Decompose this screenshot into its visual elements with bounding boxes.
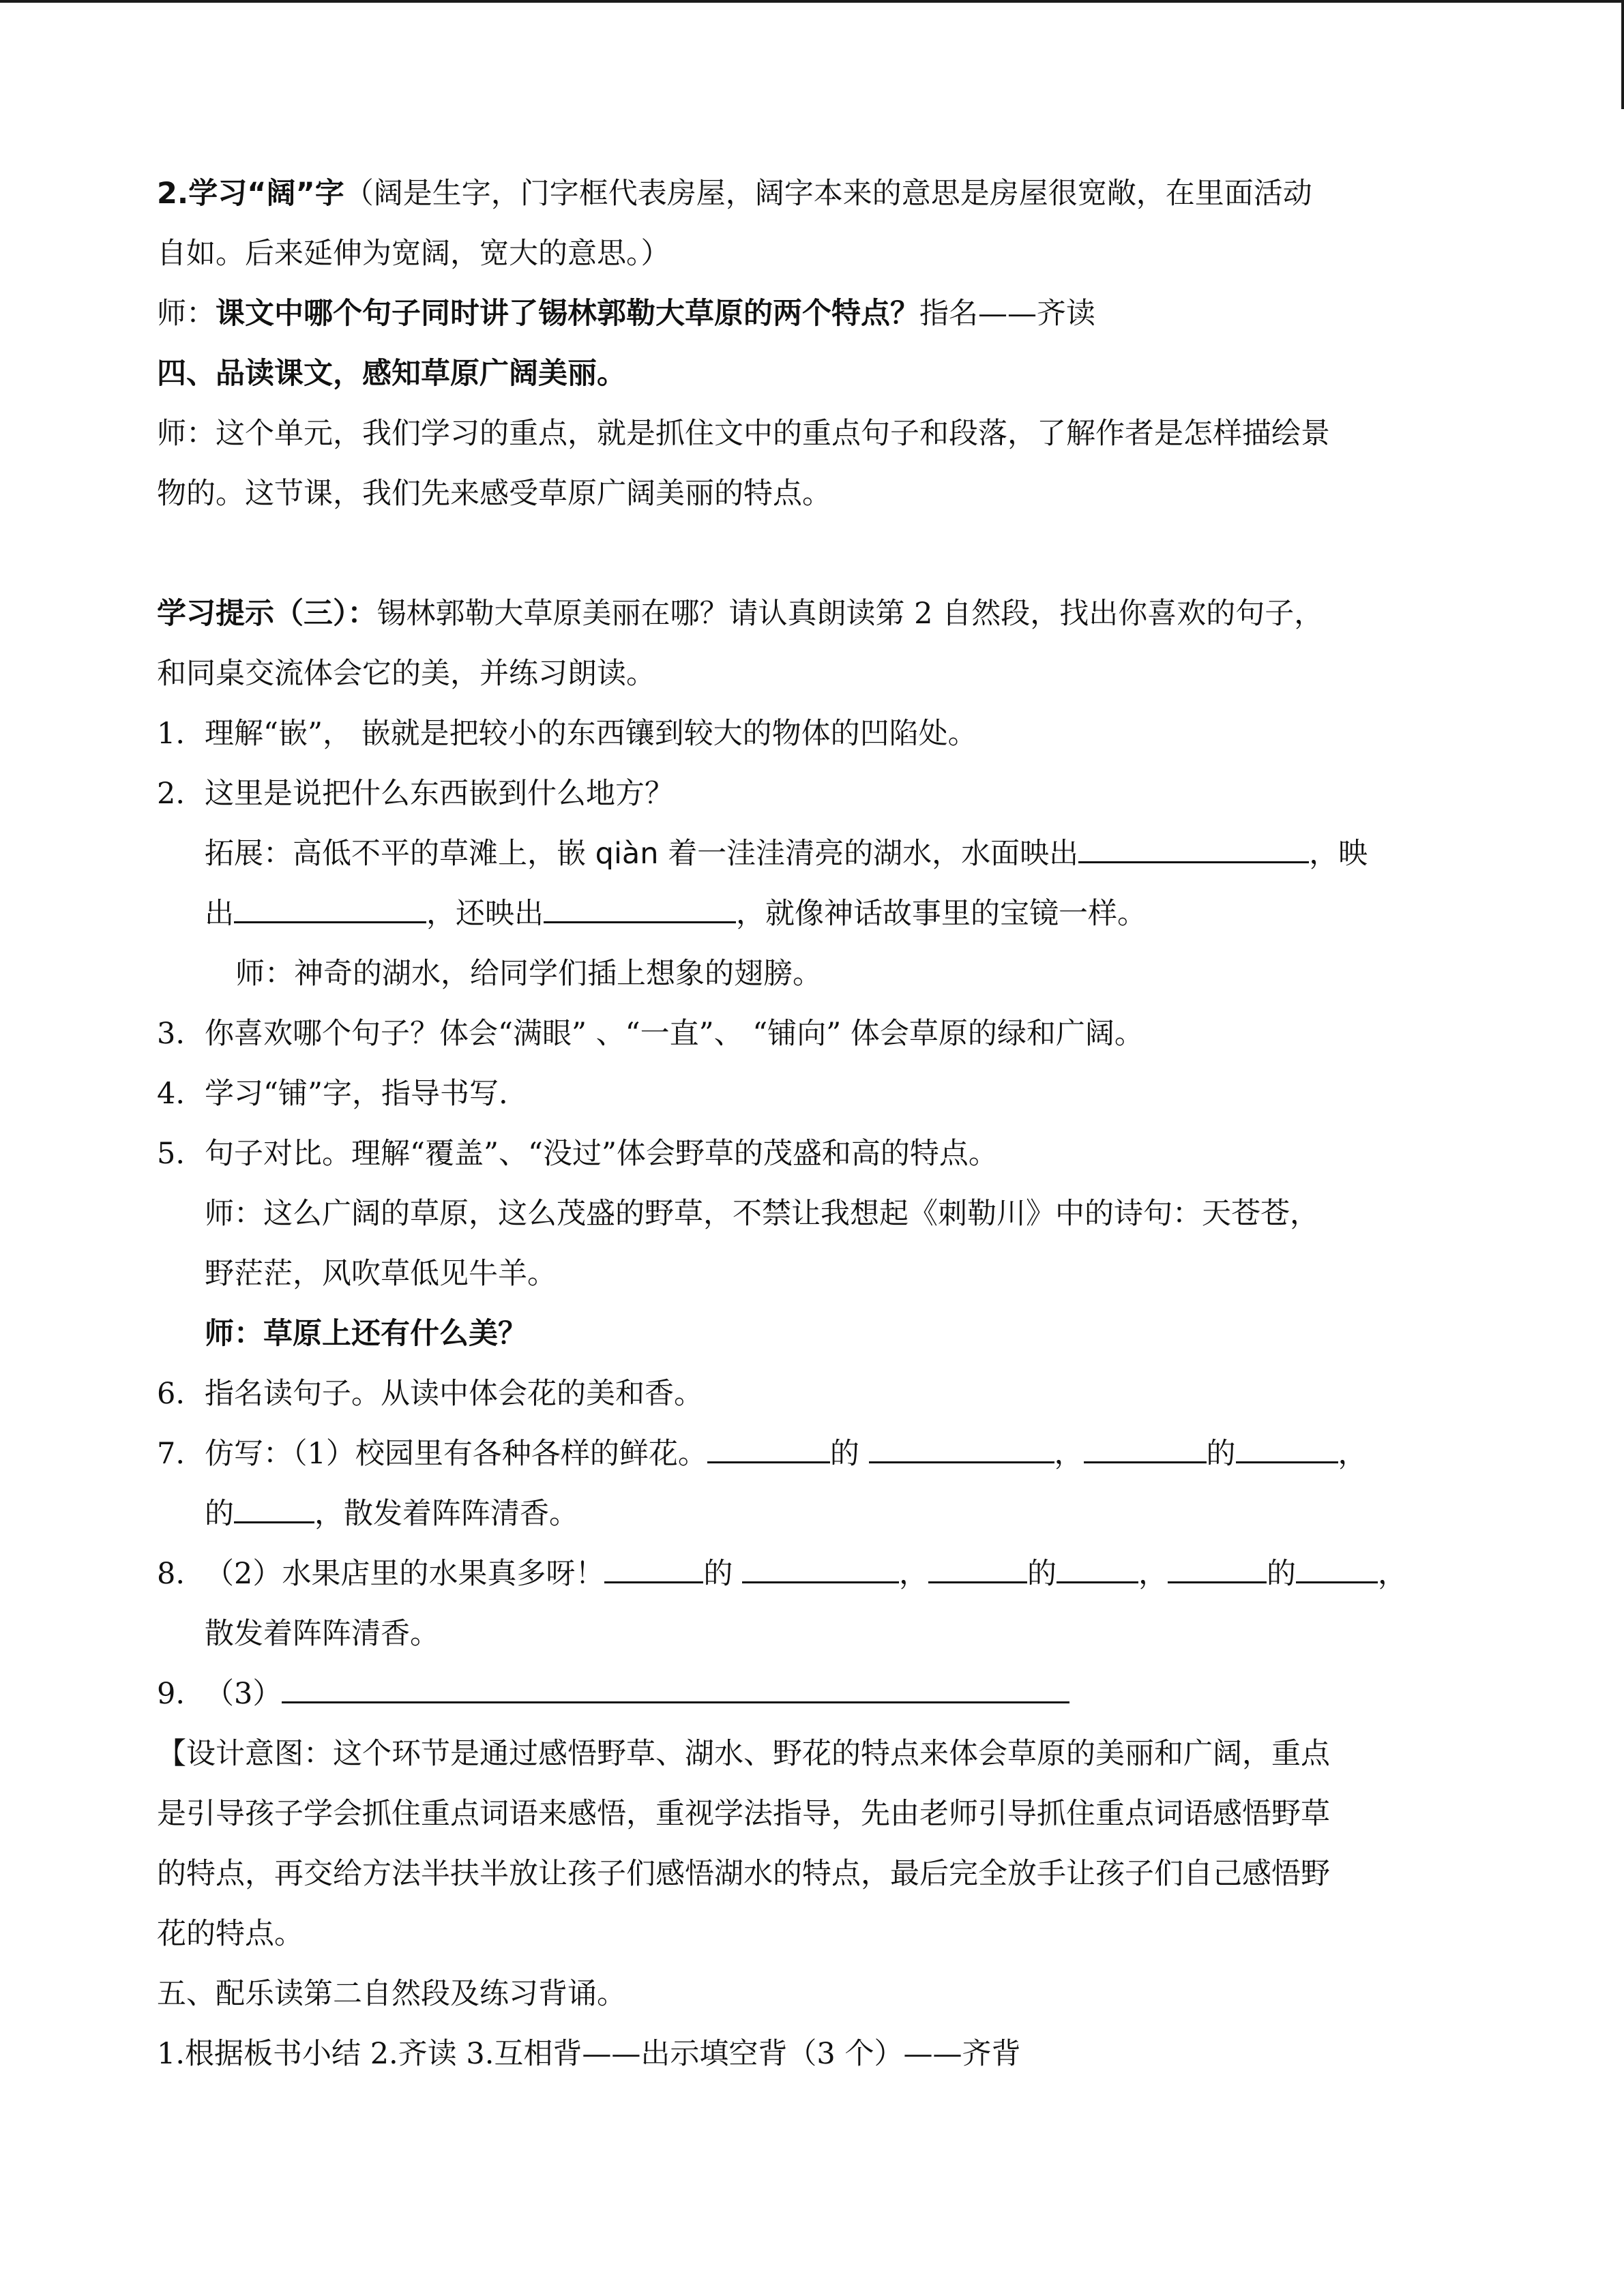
fill-blank[interactable] (707, 1430, 830, 1463)
list-number: 8. (157, 1557, 186, 1591)
list-item-1 (157, 704, 1473, 764)
extension-text: 着一洼洼清亮的湖水，水面映出 (668, 837, 1079, 871)
teacher-poem-line2: 野茫茫，风吹草低见牛羊。 (205, 1257, 557, 1291)
list-item-3 (157, 1004, 1473, 1064)
list-text: 的 (1267, 1557, 1297, 1591)
list-number: 5. (157, 1137, 186, 1171)
list-item-5 (157, 1124, 1473, 1184)
teacher-poem-line1: 师：这么广阔的草原，这么茂盛的野草，不禁让我想起《刺勒川》中的诗句：天苍苍， (205, 1197, 1319, 1231)
list-number: 3. (157, 1017, 186, 1051)
list-number: 2. (157, 777, 186, 811)
extension-text: 拓展：高低不平的草滩上，嵌 (205, 837, 586, 871)
list-text: ， (1138, 1557, 1168, 1591)
teacher-prefix: 师： (157, 297, 216, 331)
fill-blank[interactable] (544, 890, 736, 923)
study-tip-text: 锡林郭勒大草原美丽在哪？请认真朗读第 2 自然段，找出你喜欢的句子， (377, 597, 1324, 631)
list-text: 的 (703, 1557, 733, 1591)
fill-blank[interactable] (234, 1490, 314, 1523)
list-number: 7. (157, 1437, 186, 1471)
fill-blank[interactable] (282, 1670, 1069, 1703)
list-item-8 (157, 1544, 1473, 1604)
fill-blank[interactable] (1296, 1550, 1378, 1583)
fill-blank[interactable] (604, 1550, 703, 1583)
list-text: 的 (829, 1437, 859, 1471)
list-text: ， (899, 1557, 929, 1591)
list-number: 1. (157, 717, 186, 751)
extension-text: ，就像神话故事里的宝镜一样。 (736, 897, 1147, 931)
question-suffix: 指名——齐读 (919, 297, 1095, 331)
question-bold: 课文中哪个句子同时讲了锡林郭勒大草原的两个特点？ (216, 297, 919, 331)
list-number: 9. (157, 1677, 186, 1711)
teacher-lake-comment: 师：神奇的湖水，给同学们插上想象的翅膀。 (235, 957, 822, 991)
fill-blank[interactable] (742, 1550, 899, 1583)
teacher-intro-line2: 物的。这节课，我们先来感受草原广阔美丽的特点。 (157, 477, 831, 511)
fill-blank[interactable] (234, 890, 426, 923)
pinyin-qian: qiàn (586, 837, 668, 871)
page-top-border (0, 0, 1624, 3)
list-text: 你喜欢哪个句子？体会“满眼” 、“一直”、 “铺向” 体会草原的绿和广阔。 (205, 1017, 1144, 1051)
extension-line2 (157, 884, 1473, 944)
list-text: 仿写：（1）校园里有各种各样的鲜花。 (205, 1437, 707, 1471)
list-item-9 (157, 1664, 1473, 1724)
text-kuo-explanation-cont: 自如。后来延伸为宽阔，宽大的意思。） (157, 237, 670, 271)
paragraph-learn-kuo (157, 164, 1473, 224)
study-tip-cont: 和同桌交流体会它的美，并练习朗读。 (157, 657, 655, 691)
section-heading-4: 四、品读课文，感知草原广阔美丽。 (157, 357, 626, 391)
teacher-question-beauty: 师：草原上还有什么美？ (205, 1317, 527, 1351)
extension-text: ，映 (1309, 837, 1368, 871)
list-text: 的 (205, 1497, 234, 1531)
heading-learn-kuo: 2.学习“阔”字 (157, 177, 344, 211)
list-text: （3） (205, 1677, 282, 1711)
fill-blank[interactable] (1168, 1550, 1267, 1583)
list-item-7 (157, 1424, 1473, 1484)
design-intent-line4: 花的特点。 (157, 1917, 304, 1951)
list-text: 的 (1206, 1437, 1236, 1471)
list-number: 6. (157, 1377, 186, 1411)
study-tip-label: 学习提示（三）： (157, 597, 377, 631)
extension-text: ，还映出 (426, 897, 544, 931)
fill-blank[interactable] (928, 1550, 1027, 1583)
list-text: 这里是说把什么东西嵌到什么地方？ (205, 777, 674, 811)
text-kuo-explanation: （阔是生字，门字框代表房屋，阔字本来的意思是房屋很宽敞，在里面活动 (344, 177, 1312, 211)
list-text: ， (1338, 1437, 1368, 1471)
final-steps: 1.根据板书小结 2.齐读 3.互相背——出示填空背（3 个）——齐背 (157, 2037, 1021, 2071)
list-number: 4. (157, 1077, 186, 1111)
document-page (157, 164, 1473, 2084)
list-text: 指名读句子。从读中体会花的美和香。 (205, 1377, 703, 1411)
list-text: 理解“嵌”， 嵌就是把较小的东西镶到较大的物体的凹陷处。 (205, 717, 977, 751)
list-text: ，散发着阵阵清香。 (314, 1497, 578, 1531)
list-item-7-cont (157, 1484, 1473, 1544)
list-text: ， (1378, 1557, 1408, 1591)
page-right-border (1621, 0, 1624, 109)
list-text: ， (1054, 1437, 1084, 1471)
list-text: 的 (1027, 1557, 1057, 1591)
list-text: 学习“铺”字，指导书写. (205, 1077, 508, 1111)
list-item-2 (157, 764, 1473, 824)
list-text: 句子对比。理解“覆盖”、“没过”体会野草的茂盛和高的特点。 (205, 1137, 998, 1171)
study-tip (157, 584, 1473, 644)
design-intent-line1: 【设计意图：这个环节是通过感悟野草、湖水、野花的特点来体会草原的美丽和广阔，重点 (157, 1737, 1330, 1771)
list-item-8-cont: 散发着阵阵清香。 (205, 1617, 439, 1651)
section-heading-5: 五、配乐读第二自然段及练习背诵。 (157, 1977, 626, 2011)
fill-blank[interactable] (1084, 1430, 1207, 1463)
extension-line1 (157, 824, 1473, 884)
design-intent-line3: 的特点，再交给方法半扶半放让孩子们感悟湖水的特点，最后完全放手让孩子们自己感悟野 (157, 1857, 1330, 1891)
fill-blank[interactable] (1057, 1550, 1138, 1583)
fill-blank[interactable] (869, 1430, 1054, 1463)
list-item-4 (157, 1064, 1473, 1124)
list-item-6 (157, 1364, 1473, 1424)
extension-text: 出 (205, 897, 234, 931)
fill-blank[interactable] (1078, 830, 1309, 863)
list-text: （2）水果店里的水果真多呀！ (205, 1557, 605, 1591)
fill-blank[interactable] (1236, 1430, 1338, 1463)
design-intent-line2: 是引导孩子学会抓住重点词语来感悟，重视学法指导，先由老师引导抓住重点词语感悟野草 (157, 1797, 1330, 1831)
teacher-intro-line1: 师：这个单元，我们学习的重点，就是抓住文中的重点句子和段落，了解作者是怎样描绘景 (157, 417, 1330, 451)
teacher-question (157, 284, 1473, 344)
